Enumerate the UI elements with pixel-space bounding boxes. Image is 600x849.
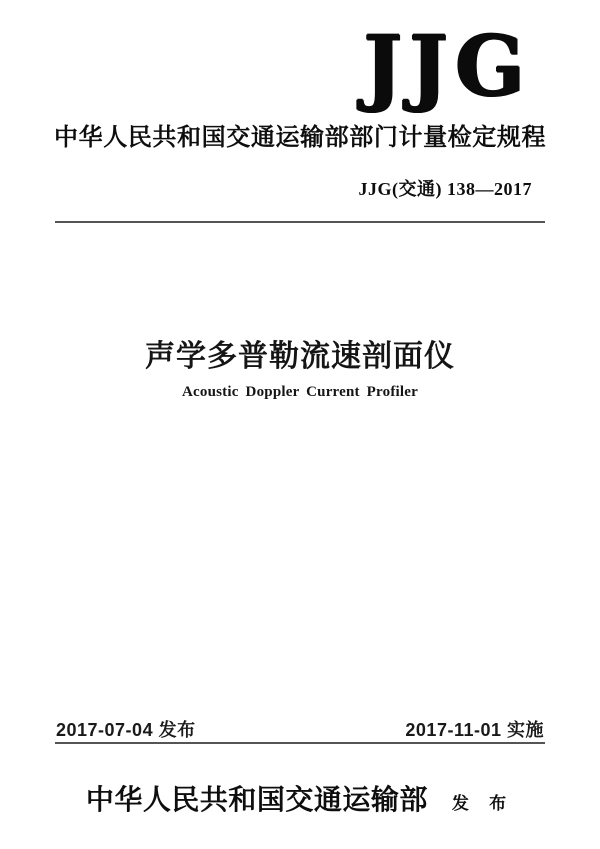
jjg-logo: JJG: [363, 19, 532, 115]
issue-date: 2017-07-04 发布: [56, 720, 196, 740]
main-title-english: Acoustic Doppler Current Profiler: [182, 384, 418, 400]
header-divider-line: [55, 221, 545, 223]
footer-divider-line: [55, 742, 545, 744]
publisher-name: 中华人民共和国交通运输部: [85, 785, 428, 816]
publish-action-label: 发 布: [451, 794, 515, 813]
regulation-type-title: 中华人民共和国交通运输部部门计量检定规程: [54, 125, 546, 151]
dates-row: [56, 716, 544, 742]
document-number: JJG(交通) 138—2017: [358, 179, 532, 199]
publisher-row: [0, 778, 600, 818]
main-title-chinese: 声学多普勒流速剖面仪: [145, 340, 455, 373]
implementation-date: 2017-11-01 实施: [405, 720, 544, 740]
